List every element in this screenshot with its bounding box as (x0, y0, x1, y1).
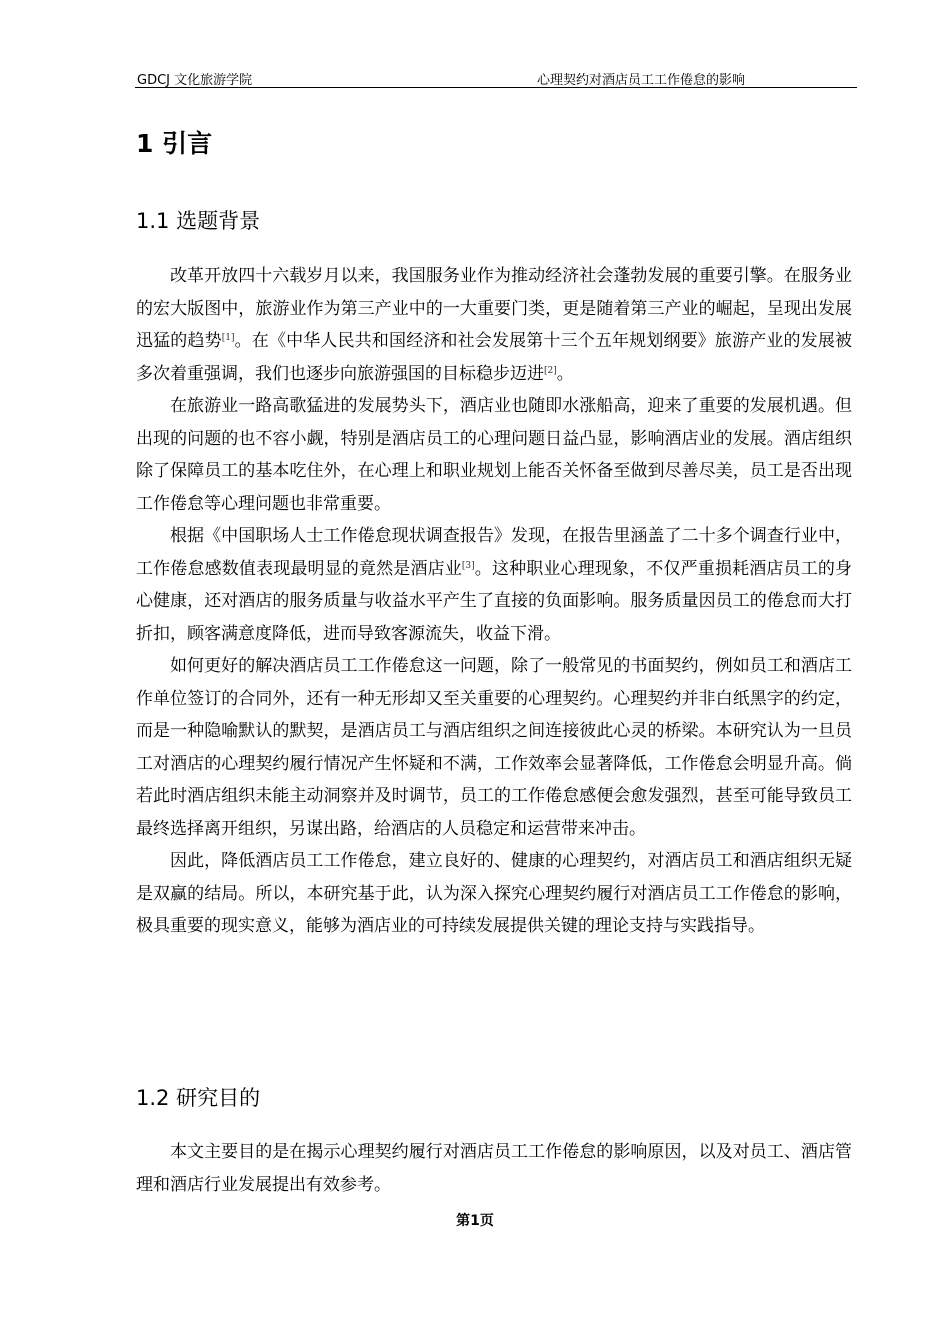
paragraph: 根据《中国职场人士工作倦怠现状调查报告》发现，在报告里涵盖了二十多个调查行业中，工作倦怠感数值表现最明显的竟然是酒店业[3]。这种职业心理现象，不仅严重损耗酒店员工的身心健康，还对酒店的服务质量与收益水平产生了直接的负面影响。服务质量因员工的倦怠而大打折扣，顾客满意度降低，进而导致客源流失，收益下滑。 (136, 526, 853, 644)
section-title-objective: 1.2 研究目的 (136, 1086, 261, 1110)
section-background-body (136, 260, 852, 943)
paragraph: 本文主要目的是在揭示心理契约履行对酒店员工工作倦怠的影响原因，以及对员工、酒店管理和酒店行业发展提出有效参考。 (136, 1142, 852, 1195)
citation-ref[interactable]: [1] (221, 333, 235, 343)
chapter-title: 1 引言 (136, 129, 213, 158)
header-thesis-title: 心理契约对酒店员工工作倦怠的影响 (536, 73, 745, 88)
section-objective-body (136, 1136, 852, 1201)
citation-ref[interactable]: [3] (461, 560, 475, 571)
paragraph: 如何更好的解决酒店员工工作倦怠这一问题，除了一般常见的书面契约，例如员工和酒店工作单位签订的合同外，还有一种无形却又至关重要的心理契约。心理契约并非白纸黑字的约定，而是一种隐喻默认的默契，是酒店员工与酒店组织之间连接彼此心灵的桥梁。本研究认为一旦员工对酒店的心理契约履行情况产生怀疑和不满，工作效率会显著降低，工作倦怠会明显升高。倘若此时酒店组织未能主动洞察并及时调节，员工的工作倦怠感便会愈发强烈，甚至可能导致员工最终选择离开组织，另谋出路，给酒店的人员稳定和运营带来冲击。 (136, 656, 852, 839)
header-school-name: GDCJ 文化旅游学院 (137, 73, 253, 88)
citation-ref[interactable]: [2] (544, 365, 557, 376)
paragraph: 在旅游业一路高歌猛进的发展势头下，酒店业也随即水涨船高，迎来了重要的发展机遇。但出现的问题的也不容小觑，特别是酒店员工的心理问题日益凸显，影响酒店业的发展。酒店组织除了保障员工的基本吃住外，在心理上和职业规划上能否关怀备至做到尽善尽美，员工是否出现工作倦怠等心理问题也非常重要。 (136, 396, 852, 514)
page-number: 第1页 (456, 1213, 494, 1229)
page-header (135, 67, 857, 88)
paragraph: 改革开放四十六载岁月以来，我国服务业作为推动经济社会蓬勃发展的重要引擎。在服务业的宏大版图中，旅游业作为第三产业中的一大重要门类，更是随着第三产业的崛起，呈现出发展迅猛的趋势[1]。在《中华人民共和国经济和社会发展第十三个五年规划纲要》旅游产业的发展被多次着重强调，我们也逐步向旅游强国的目标稳步迈进[2]。 (136, 266, 853, 384)
section-title-background: 1.1 选题背景 (136, 209, 261, 233)
paragraph: 因此，降低酒店员工工作倦怠，建立良好的、健康的心理契约，对酒店员工和酒店组织无疑是双赢的结局。所以，本研究基于此，认为深入探究心理契约履行对酒店员工工作倦怠的影响，极具重要的现实意义，能够为酒店业的可持续发展提供关键的理论支持与实践指导。 (136, 851, 852, 936)
